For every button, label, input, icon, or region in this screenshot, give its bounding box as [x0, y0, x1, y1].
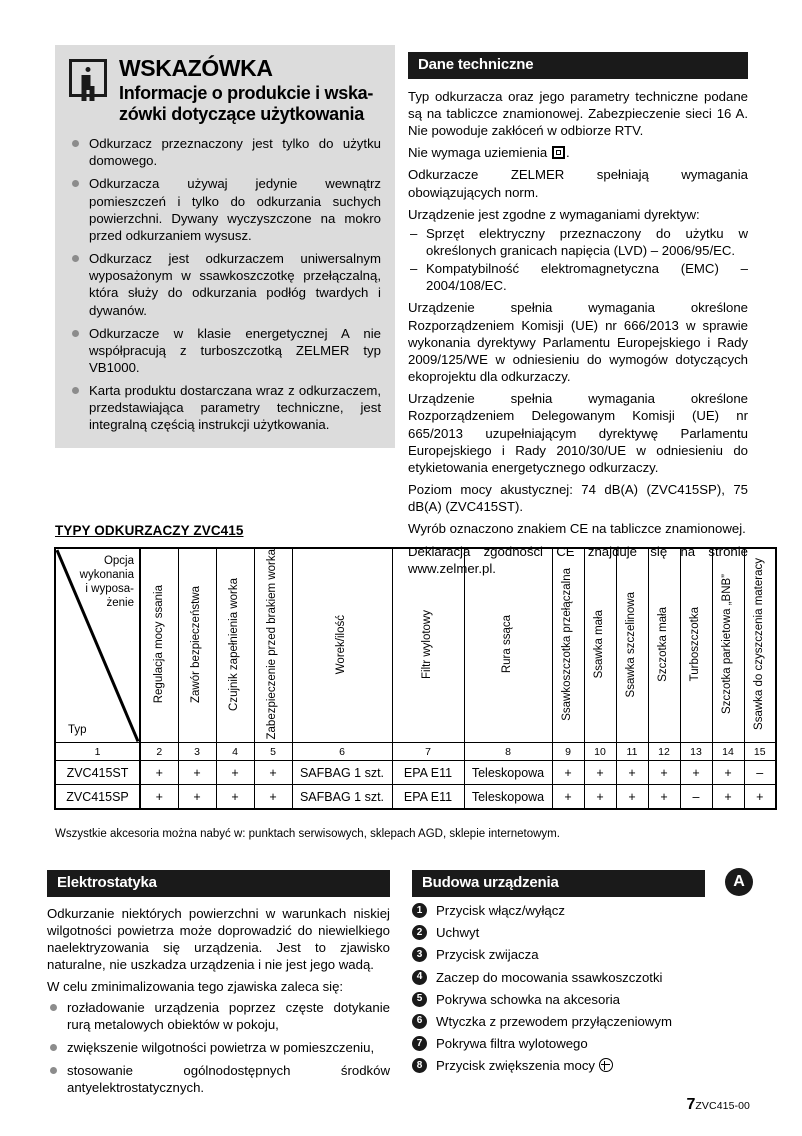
part-number-badge: 8 — [412, 1058, 427, 1073]
table-header-cell — [648, 548, 680, 743]
list-item: stosowanie ogólnodostępnych środków antyelektrostatycznych. — [47, 1062, 390, 1096]
table-title: TYPY ODKURZACZY ZVC415 — [55, 523, 244, 538]
column-number: 5 — [254, 743, 292, 761]
column-number: 13 — [680, 743, 712, 761]
header-text: Ssawka mała — [593, 610, 606, 679]
list-item: – Kompatybilność elektromagnetyczna (EMC) – 2004/108/EC. — [408, 260, 748, 294]
table-row — [55, 761, 776, 785]
column-number: 15 — [744, 743, 776, 761]
accessories-note: Wszystkie akcesoria można nabyć w: punktach serwisowych, sklepach AGD, sklepie internetowym. — [55, 828, 560, 840]
table-cell: SAFBAG 1 szt. — [292, 785, 392, 810]
list-item: Odkurzacz przeznaczony jest tylko do użytku domowego. — [69, 135, 381, 169]
table-cell: + — [140, 761, 178, 785]
info-callout-list — [69, 135, 381, 434]
info-callout-titles — [119, 57, 381, 125]
table-cell: + — [712, 785, 744, 810]
tech-paragraph-2-suffix: . — [565, 145, 570, 161]
tech-paragraph-2 — [408, 144, 748, 161]
table-header-cell — [464, 548, 552, 743]
column-number: 4 — [216, 743, 254, 761]
list-item: Odkurzacza używaj jedynie wewnątrz pomieszczeń i tylko do odkurzania suchych powierzchni. Dywany wyczyszczone na mokro przed odkurzaniem wysusz. — [69, 175, 381, 244]
vacuum-types-table — [54, 547, 777, 810]
table-cell: + — [712, 761, 744, 785]
directives-list — [408, 225, 748, 295]
table-corner-cell — [55, 548, 140, 743]
list-item — [412, 924, 753, 942]
electro-paragraph-2: W celu zminimalizowania tego zjawiska zaleca się: — [47, 979, 344, 995]
part-label: Zaczep do mocowania ssawkoszczotki — [436, 969, 663, 985]
part-label: Wtyczka z przewodem przyłączeniowym — [436, 1013, 672, 1029]
tech-paragraph-1: Typ odkurzacza oraz jego parametry techniczne podane są na tabliczce znamionowej. Zabezpieczenie sieci 16 A. Nie powoduje zakłóceń w odbiorze RTV. — [408, 88, 748, 139]
part-number-badge: 6 — [412, 1014, 427, 1029]
column-number: 7 — [392, 743, 464, 761]
part-number-badge: 5 — [412, 992, 427, 1007]
header-text: Turboszczotka — [689, 607, 702, 682]
device-structure-header-row — [412, 870, 753, 895]
table-header-cell — [216, 548, 254, 743]
plus-circle-icon — [599, 1058, 613, 1072]
header-text: Szczotka parkietowa „BNB” — [721, 574, 734, 715]
table-cell: SAFBAG 1 szt. — [292, 761, 392, 785]
table-header-row — [55, 548, 776, 743]
part-label: Pokrywa schowka na akcesoria — [436, 991, 620, 1007]
table-cell: + — [178, 785, 216, 810]
corner-option-line: Opcja — [103, 555, 134, 567]
tech-paragraph-4: Urządzenie jest zgodne z wymaganiami dyrektyw: — [408, 206, 700, 222]
column-number: 9 — [552, 743, 584, 761]
class-II-double-insulation-icon — [552, 146, 565, 159]
list-item — [412, 1013, 753, 1031]
part-label: Pokrywa filtra wylotowego — [436, 1036, 588, 1052]
column-number: 10 — [584, 743, 616, 761]
table-cell: + — [616, 761, 648, 785]
list-item — [412, 969, 753, 987]
table-cell: + — [552, 761, 584, 785]
electro-paragraph-1: Odkurzanie niektórych powierzchni w warunkach niskiej wilgotności powietrza może doprowadzić do niewielkiego naelektryzowania się urządzenia. Jest to zjawisko naturalne, nie uszkadza urządzenia i nie jest jego wadą. — [47, 905, 390, 973]
list-item: Odkurzacz jest odkurzaczem uniwersalnym wyposażonym w ssawkoszczotkę przełączalną, która służy do odkurzania podłóg twardych i dywanów. — [69, 250, 381, 319]
table-cell: + — [680, 761, 712, 785]
info-callout-subtitle-line1: Informacje o produkcie i wska- — [119, 83, 374, 103]
table-header-cell — [712, 548, 744, 743]
list-item: rozładowanie urządzenia poprzez częste dotykanie rurą metalowych obiektów w pokoju, — [47, 999, 390, 1033]
electro-list — [47, 999, 390, 1097]
header-text: Filtr wylotowy — [421, 609, 434, 679]
info-callout-header — [69, 57, 381, 125]
table-cell: EPA E11 — [392, 761, 464, 785]
table-cell: + — [178, 761, 216, 785]
header-text: Czujnik zapełnienia worka — [228, 577, 241, 711]
table-cell: + — [254, 761, 292, 785]
table-header-cell — [584, 548, 616, 743]
list-item: zwiększenie wilgotności powietrza w pomieszczeniu, — [47, 1039, 390, 1056]
table-cell: Teleskopowa — [464, 761, 552, 785]
table-header-cell — [616, 548, 648, 743]
header-text: Zawór bezpieczeństwa — [190, 585, 203, 703]
table-cell: + — [254, 785, 292, 810]
part-label: Uchwyt — [436, 925, 480, 941]
header-text: Zabezpieczenie przed brakiem worka — [266, 549, 279, 740]
table-cell: + — [140, 785, 178, 810]
table-cell: + — [216, 761, 254, 785]
page-footer — [686, 1096, 750, 1114]
corner-option-line: wykonania — [79, 569, 134, 582]
table-header-cell — [292, 548, 392, 743]
table-header-cell — [392, 548, 464, 743]
header-text: Ssawkoszczotka przełączalna — [561, 567, 574, 721]
corner-option-line: żenie — [106, 597, 134, 610]
table-cell: – — [744, 761, 776, 785]
header-text: Rura ssąca — [501, 615, 514, 674]
model-name: ZVC415ST — [55, 761, 140, 785]
table-corner-type-label: Typ — [68, 724, 87, 737]
list-item — [412, 902, 753, 920]
list-item — [412, 1057, 753, 1075]
table-cell: + — [216, 785, 254, 810]
table-cell: Teleskopowa — [464, 785, 552, 810]
part-number-badge: 4 — [412, 970, 427, 985]
tech-paragraph-7: Poziom mocy akustycznej: 74 dB(A) (ZVC415SP), 75 dB(A) (ZVC415ST). — [408, 482, 748, 515]
table-corner-option-label — [72, 554, 134, 610]
info-callout-subtitle-line2: zówki dotyczące użytkowania — [119, 104, 364, 125]
table-row — [55, 785, 776, 810]
device-构-section — [412, 870, 753, 1080]
info-callout-box — [55, 45, 395, 448]
table-cell: + — [616, 785, 648, 810]
info-callout-title: WSKAZÓWKA — [119, 55, 273, 81]
corner-option-line: i wyposa- — [85, 583, 134, 596]
section-heading-device-structure: Budowa urządzenia — [412, 870, 705, 897]
info-i-icon — [69, 59, 107, 97]
list-item — [412, 946, 753, 964]
table-column-number-row — [55, 743, 776, 761]
figure-badge-a: A — [725, 868, 753, 896]
column-number: 2 — [140, 743, 178, 761]
table-header-cell — [680, 548, 712, 743]
model-name: ZVC415SP — [55, 785, 140, 810]
list-item: – Sprzęt elektryczny przeznaczony do użytku w określonych granicach napięcia (LVD) – 2006/95/EC. — [408, 225, 748, 259]
list-item: Odkurzacze w klasie energetycznej A nie współpracują z turboszczotką ZELMER typ VB1000. — [69, 325, 381, 376]
table-header-cell — [140, 548, 178, 743]
list-item — [412, 1035, 753, 1053]
part-number-badge: 3 — [412, 947, 427, 962]
table-cell: + — [584, 785, 616, 810]
electrostatics-section — [47, 870, 390, 1096]
table-cell: + — [648, 785, 680, 810]
section-heading-technical-data: Dane techniczne — [408, 52, 748, 79]
header-text: Szczotka mała — [657, 606, 670, 682]
table-cell: – — [680, 785, 712, 810]
column-number: 12 — [648, 743, 680, 761]
column-number: 8 — [464, 743, 552, 761]
tech-paragraph-2-text: Nie wymaga uziemienia — [408, 145, 551, 161]
column-number: 11 — [616, 743, 648, 761]
tech-paragraph-8: Wyrób oznaczono znakiem CE na tabliczce znamionowej. — [408, 521, 746, 537]
tech-paragraph-3: Odkurzacze ZELMER spełniają wymagania obowiązujących norm. — [408, 167, 748, 200]
column-number: 14 — [712, 743, 744, 761]
table-header-cell — [744, 548, 776, 743]
list-item: Karta produktu dostarczana wraz z odkurzaczem, przedstawiająca parametry techniczne, jest integralną częścią instrukcji użytkowania. — [69, 382, 381, 433]
table-cell: + — [584, 761, 616, 785]
table-cell: + — [552, 785, 584, 810]
list-item — [412, 991, 753, 1009]
part-label: Przycisk zwiększenia mocy — [436, 1058, 596, 1074]
column-number: 6 — [292, 743, 392, 761]
table-cell: EPA E11 — [392, 785, 464, 810]
document-code: ZVC415-00 — [695, 1100, 750, 1112]
table-header-cell — [254, 548, 292, 743]
tech-paragraph-6: Urządzenie spełnia wymagania określone Rozporządzeniem Delegowanym Komisji (UE) nr 665/2013 uzupełniającym dyrektywę Parlamentu Europejskiego i Rady 2010/30/UE w odniesieniu do etykietowania energetycznego odkurzaczy. — [408, 391, 748, 475]
header-text: Ssawka do czyszczenia materacy — [753, 558, 765, 731]
column-number: 1 — [55, 743, 140, 761]
part-label: Przycisk zwijacza — [436, 947, 539, 963]
technical-data-section — [408, 52, 748, 577]
part-number-badge: 7 — [412, 1036, 427, 1051]
header-text: Worek/ilość — [335, 614, 348, 674]
tech-paragraph-5: Urządzenie spełnia wymagania określone Rozporządzeniem Komisji (UE) nr 666/2013 w sprawie wykonania dyrektywy Parlamentu Europejskiego i Rady 2009/125/WE w odniesieniu do wymogów dotyczących ekoprojektu dla odkurzaczy. — [408, 300, 748, 385]
section-heading-electrostatics: Elektrostatyka — [47, 870, 390, 897]
column-number: 3 — [178, 743, 216, 761]
table-cell: + — [648, 761, 680, 785]
device-parts-list — [412, 902, 753, 1075]
tech-paragraph-9: Deklaracja zgodności CE znajduje się na stronie www.zelmer.pl. — [408, 543, 748, 576]
page-number: 7 — [686, 1096, 696, 1113]
table-cell: + — [744, 785, 776, 810]
header-text: Ssawka szczelinowa — [625, 591, 638, 697]
part-label: Przycisk włącz/wyłącz — [436, 903, 565, 918]
table-header-cell — [552, 548, 584, 743]
part-number-badge: 1 — [412, 903, 427, 918]
table-header-cell — [178, 548, 216, 743]
header-text: Regulacja mocy ssania — [152, 585, 165, 704]
part-number-badge: 2 — [412, 925, 427, 940]
